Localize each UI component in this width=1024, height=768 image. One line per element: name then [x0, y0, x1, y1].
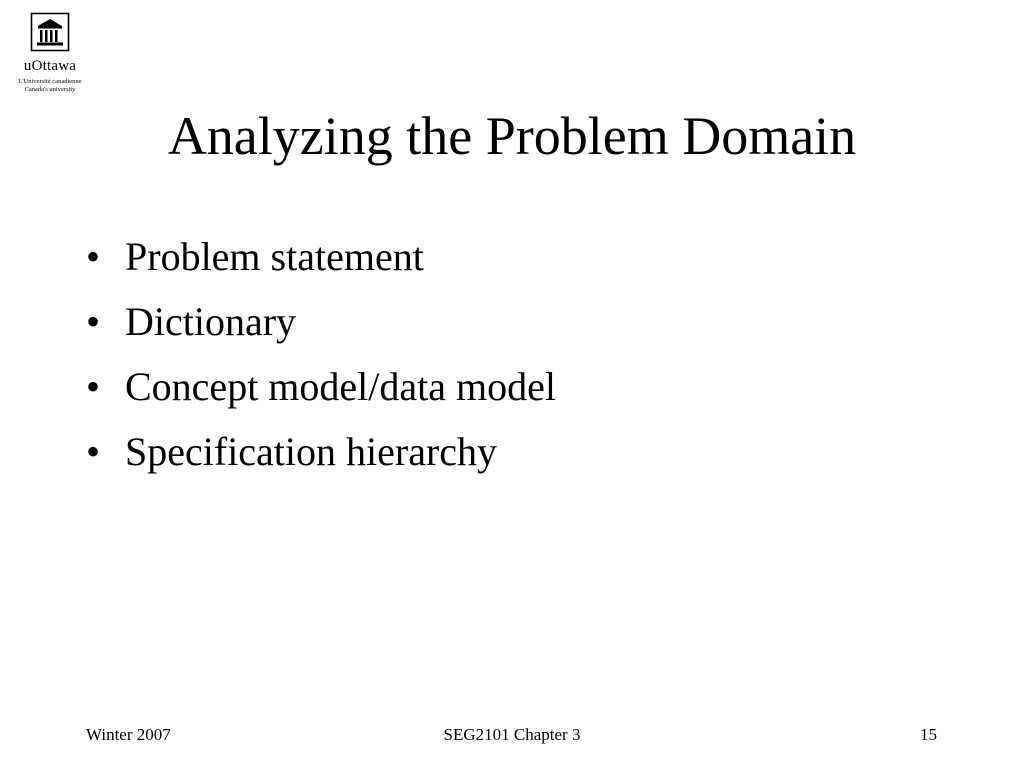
logo-wordmark: uOttawa [23, 58, 77, 74]
bullet-marker: • [86, 234, 101, 279]
slide-title: Analyzing the Problem Domain [167, 106, 857, 166]
bullet-list [86, 224, 556, 484]
bullet-marker: • [86, 364, 101, 409]
bullet-text: Specification hierarchy [125, 429, 498, 474]
building-emblem-icon [30, 12, 70, 52]
bullet-item [86, 224, 556, 289]
university-logo [10, 12, 90, 102]
bullet-item [86, 289, 556, 354]
bullet-item [86, 419, 556, 484]
footer-page-number: 15 [920, 725, 937, 744]
logo-tagline-english: Canada's university [24, 86, 76, 93]
bullet-text: Dictionary [125, 299, 297, 344]
footer-course: SEG2101 Chapter 3 [443, 725, 581, 744]
bullet-marker: • [86, 299, 101, 344]
bullet-text: Problem statement [125, 234, 424, 279]
logo-tagline-french: L'Université canadienne [18, 78, 82, 85]
bullet-text: Concept model/data model [125, 364, 556, 409]
bullet-item [86, 354, 556, 419]
bullet-marker: • [86, 429, 101, 474]
footer-date: Winter 2007 [86, 725, 171, 744]
